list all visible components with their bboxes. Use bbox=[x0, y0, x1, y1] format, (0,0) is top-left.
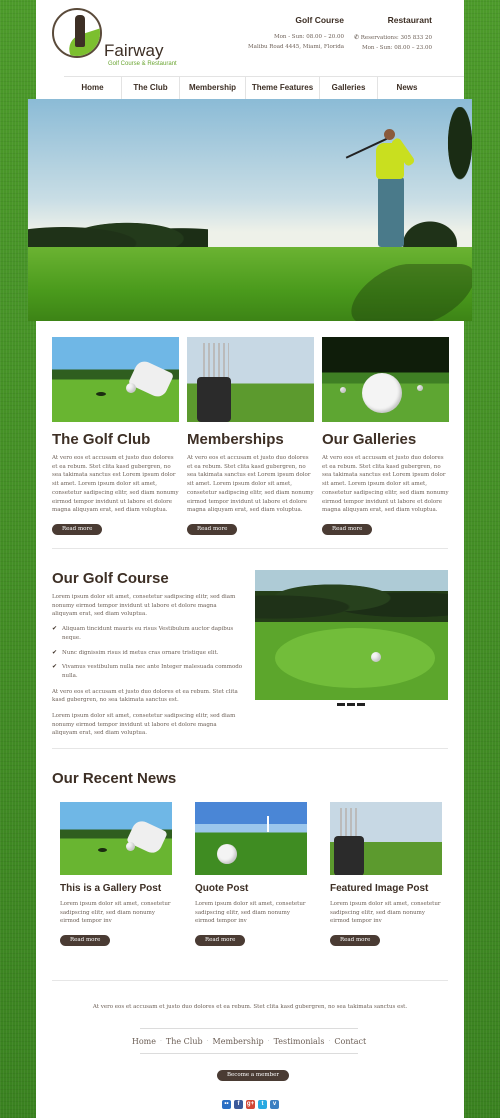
main-nav bbox=[64, 76, 464, 99]
logo[interactable] bbox=[52, 8, 177, 70]
read-more-button[interactable]: Read more bbox=[60, 935, 110, 946]
restaurant-info bbox=[354, 15, 432, 53]
list-item-text: Aliquam tincidunt mauris eu risus Vestibulum auctor dapibus neque. bbox=[62, 626, 234, 641]
facebook-icon[interactable]: f bbox=[234, 1100, 243, 1109]
feature-text: At vero eos et accusam et justo duo dolores et ea rebum. Stet clita kasd gubergren, no sea takimata sanctus est Lorem ipsum dolor sit amet. Lorem ipsum dolor sit amet, consetetur sadipscing elitr, sed diam nonumy eirmod tempor invidunt ut labore et dolore magna aliquyam erat, sed diam voluptua. bbox=[52, 455, 179, 514]
become-member-button[interactable]: Become a member bbox=[217, 1070, 289, 1081]
feature-text: At vero eos et accusam et justo duo dolores et ea rebum. Stet clita kasd gubergren, no sea takimata sanctus est Lorem ipsum dolor sit amet. Lorem ipsum dolor sit amet, consetetur sadipscing elitr, sed diam nonumy eirmod tempor invidunt ut labore et dolore magna aliquyam erat, sed diam voluptua. bbox=[187, 455, 314, 514]
restaurant-title: Restaurant bbox=[387, 15, 432, 25]
golf-course-title: Golf Course bbox=[295, 15, 344, 25]
news-post-excerpt: Lorem ipsum dolor sit amet, consetetur sadipscing elitr, sed diam nonumy eirmod tempor inv bbox=[60, 901, 171, 925]
course-slider-image[interactable] bbox=[255, 570, 448, 700]
news-post-title[interactable]: Quote Post bbox=[195, 883, 249, 894]
restaurant-hours: Mon - Sun: 08.00 – 23.00 bbox=[361, 44, 432, 51]
separator: · bbox=[328, 1037, 331, 1045]
reservations-text: Reservations: 305 833 20 bbox=[360, 35, 432, 41]
news-image[interactable] bbox=[330, 802, 442, 875]
slider-dot[interactable] bbox=[347, 703, 355, 706]
course-feature-list bbox=[52, 625, 248, 681]
feature-title: Our Galleries bbox=[322, 431, 417, 448]
list-item-text: Nunc dignissim risus id metus cras ornare tristique elit. bbox=[62, 649, 219, 656]
slider-dot[interactable] bbox=[337, 703, 345, 706]
header bbox=[36, 0, 464, 76]
read-more-button[interactable]: Read more bbox=[52, 524, 102, 535]
social-links bbox=[222, 1100, 279, 1109]
section-divider bbox=[52, 980, 448, 981]
golf-course-address: Malibu Road 4445, Miami, Florida bbox=[248, 43, 344, 50]
check-icon: ✔ bbox=[52, 648, 58, 656]
course-paragraph: At vero eos et accusam et justo duo dolores et ea rebum. Stet clita kasd gubergren, no sea takimata sanctus est. bbox=[52, 688, 238, 704]
news-post-title[interactable]: This is a Gallery Post bbox=[60, 883, 162, 894]
news-post-excerpt: Lorem ipsum dolor sit amet, consetetur sadipscing elitr, sed diam nonumy eirmod tempor inv bbox=[195, 901, 306, 925]
phone-icon: ✆ bbox=[353, 34, 360, 41]
footer-link-contact[interactable]: Contact bbox=[334, 1036, 367, 1046]
check-icon: ✔ bbox=[52, 625, 58, 633]
flickr-icon[interactable]: •• bbox=[222, 1100, 231, 1109]
nav-item-home[interactable]: Home bbox=[64, 77, 122, 100]
restaurant-reservations bbox=[354, 33, 432, 44]
course-paragraph: Lorem ipsum dolor sit amet, consetetur sadipscing elitr, sed diam nonumy eirmod tempor invidunt ut labore et dolore magna aliquyam erat, sed diam voluptua. bbox=[52, 713, 236, 737]
slider-dot[interactable] bbox=[357, 703, 365, 706]
nav-item-galleries[interactable]: Galleries bbox=[320, 77, 378, 100]
list-item-text: Vivamus vestibulum nulla nec ante Integer malesuada commodo nulla. bbox=[62, 664, 243, 679]
list-item bbox=[52, 625, 248, 642]
nav-item-the-club[interactable]: The Club bbox=[122, 77, 180, 100]
golf-course-info bbox=[248, 15, 344, 52]
twitter-icon[interactable]: t bbox=[258, 1100, 267, 1109]
feature-golf-club bbox=[52, 337, 179, 535]
page bbox=[36, 0, 464, 1118]
course-title: Our Golf Course bbox=[52, 570, 169, 587]
feature-text: At vero eos et accusam et justo duo dolores et ea rebum. Stet clita kasd gubergren, no sea takimata sanctus est Lorem ipsum dolor sit amet. Lorem ipsum dolor sit amet, consetetur sadipscing elitr, sed diam nonumy eirmod tempor invidunt ut labore et dolore magna aliquyam erat, sed diam voluptua. bbox=[322, 455, 449, 514]
course-intro: Lorem ipsum dolor sit amet, consetetur sadipscing elitr, sed diam nonumy eirmod tempor invidunt ut labore et dolore magna aliquyam erat, sed diam voluptua. bbox=[52, 594, 236, 618]
read-more-button[interactable]: Read more bbox=[330, 935, 380, 946]
read-more-button[interactable]: Read more bbox=[187, 524, 237, 535]
logo-emblem-icon bbox=[52, 8, 102, 58]
news-post bbox=[60, 802, 172, 946]
feature-image[interactable] bbox=[52, 337, 179, 422]
news-section-title: Our Recent News bbox=[52, 770, 177, 787]
golf-course-section bbox=[52, 570, 448, 738]
footer-link-testimonials[interactable]: Testimonials bbox=[273, 1036, 325, 1046]
feature-title: The Golf Club bbox=[52, 431, 151, 448]
news-post-title[interactable]: Featured Image Post bbox=[330, 883, 429, 894]
news-post-excerpt: Lorem ipsum dolor sit amet, consetetur sadipscing elitr, sed diam nonumy eirmod tempor inv bbox=[330, 901, 441, 925]
separator: · bbox=[159, 1037, 162, 1045]
news-post bbox=[195, 802, 307, 946]
brand-name: Fairway bbox=[104, 41, 164, 60]
check-icon: ✔ bbox=[52, 663, 58, 671]
news-image[interactable] bbox=[60, 802, 172, 875]
list-item bbox=[52, 663, 248, 680]
list-item bbox=[52, 649, 248, 658]
footer-link-membership[interactable]: Membership bbox=[212, 1036, 264, 1046]
slider-pagination bbox=[337, 703, 365, 706]
separator: · bbox=[267, 1037, 270, 1045]
nav-item-membership[interactable]: Membership bbox=[180, 77, 246, 100]
feature-title: Memberships bbox=[187, 431, 284, 448]
news-image[interactable] bbox=[195, 802, 307, 875]
feature-image[interactable] bbox=[187, 337, 314, 422]
read-more-button[interactable]: Read more bbox=[322, 524, 372, 535]
feature-memberships bbox=[187, 337, 314, 535]
brand-tagline: Golf Course & Restaurant bbox=[108, 61, 177, 67]
golfer-figure bbox=[358, 129, 428, 279]
news-post bbox=[330, 802, 442, 946]
section-divider bbox=[52, 748, 448, 749]
golf-course-hours: Mon - Sun: 08.00 – 20.00 bbox=[273, 34, 344, 40]
section-divider bbox=[52, 548, 448, 549]
read-more-button[interactable]: Read more bbox=[195, 935, 245, 946]
separator: · bbox=[206, 1037, 209, 1045]
footer-note: At vero eos et accusam et justo duo dolores et ea rebum. Stet clita kasd gubergren, no sea takimata sanctus est. bbox=[92, 1004, 408, 1010]
nav-item-news[interactable]: News bbox=[396, 83, 418, 92]
footer-link-home[interactable]: Home bbox=[131, 1036, 156, 1046]
hero-image bbox=[28, 99, 472, 321]
footer-link-the-club[interactable]: The Club bbox=[165, 1036, 203, 1046]
feature-image[interactable] bbox=[322, 337, 449, 422]
vimeo-icon[interactable]: v bbox=[270, 1100, 279, 1109]
googleplus-icon[interactable]: g+ bbox=[246, 1101, 255, 1107]
footer-nav bbox=[131, 1028, 367, 1054]
nav-item-theme-features[interactable]: Theme Features bbox=[246, 77, 320, 100]
feature-galleries bbox=[322, 337, 449, 535]
